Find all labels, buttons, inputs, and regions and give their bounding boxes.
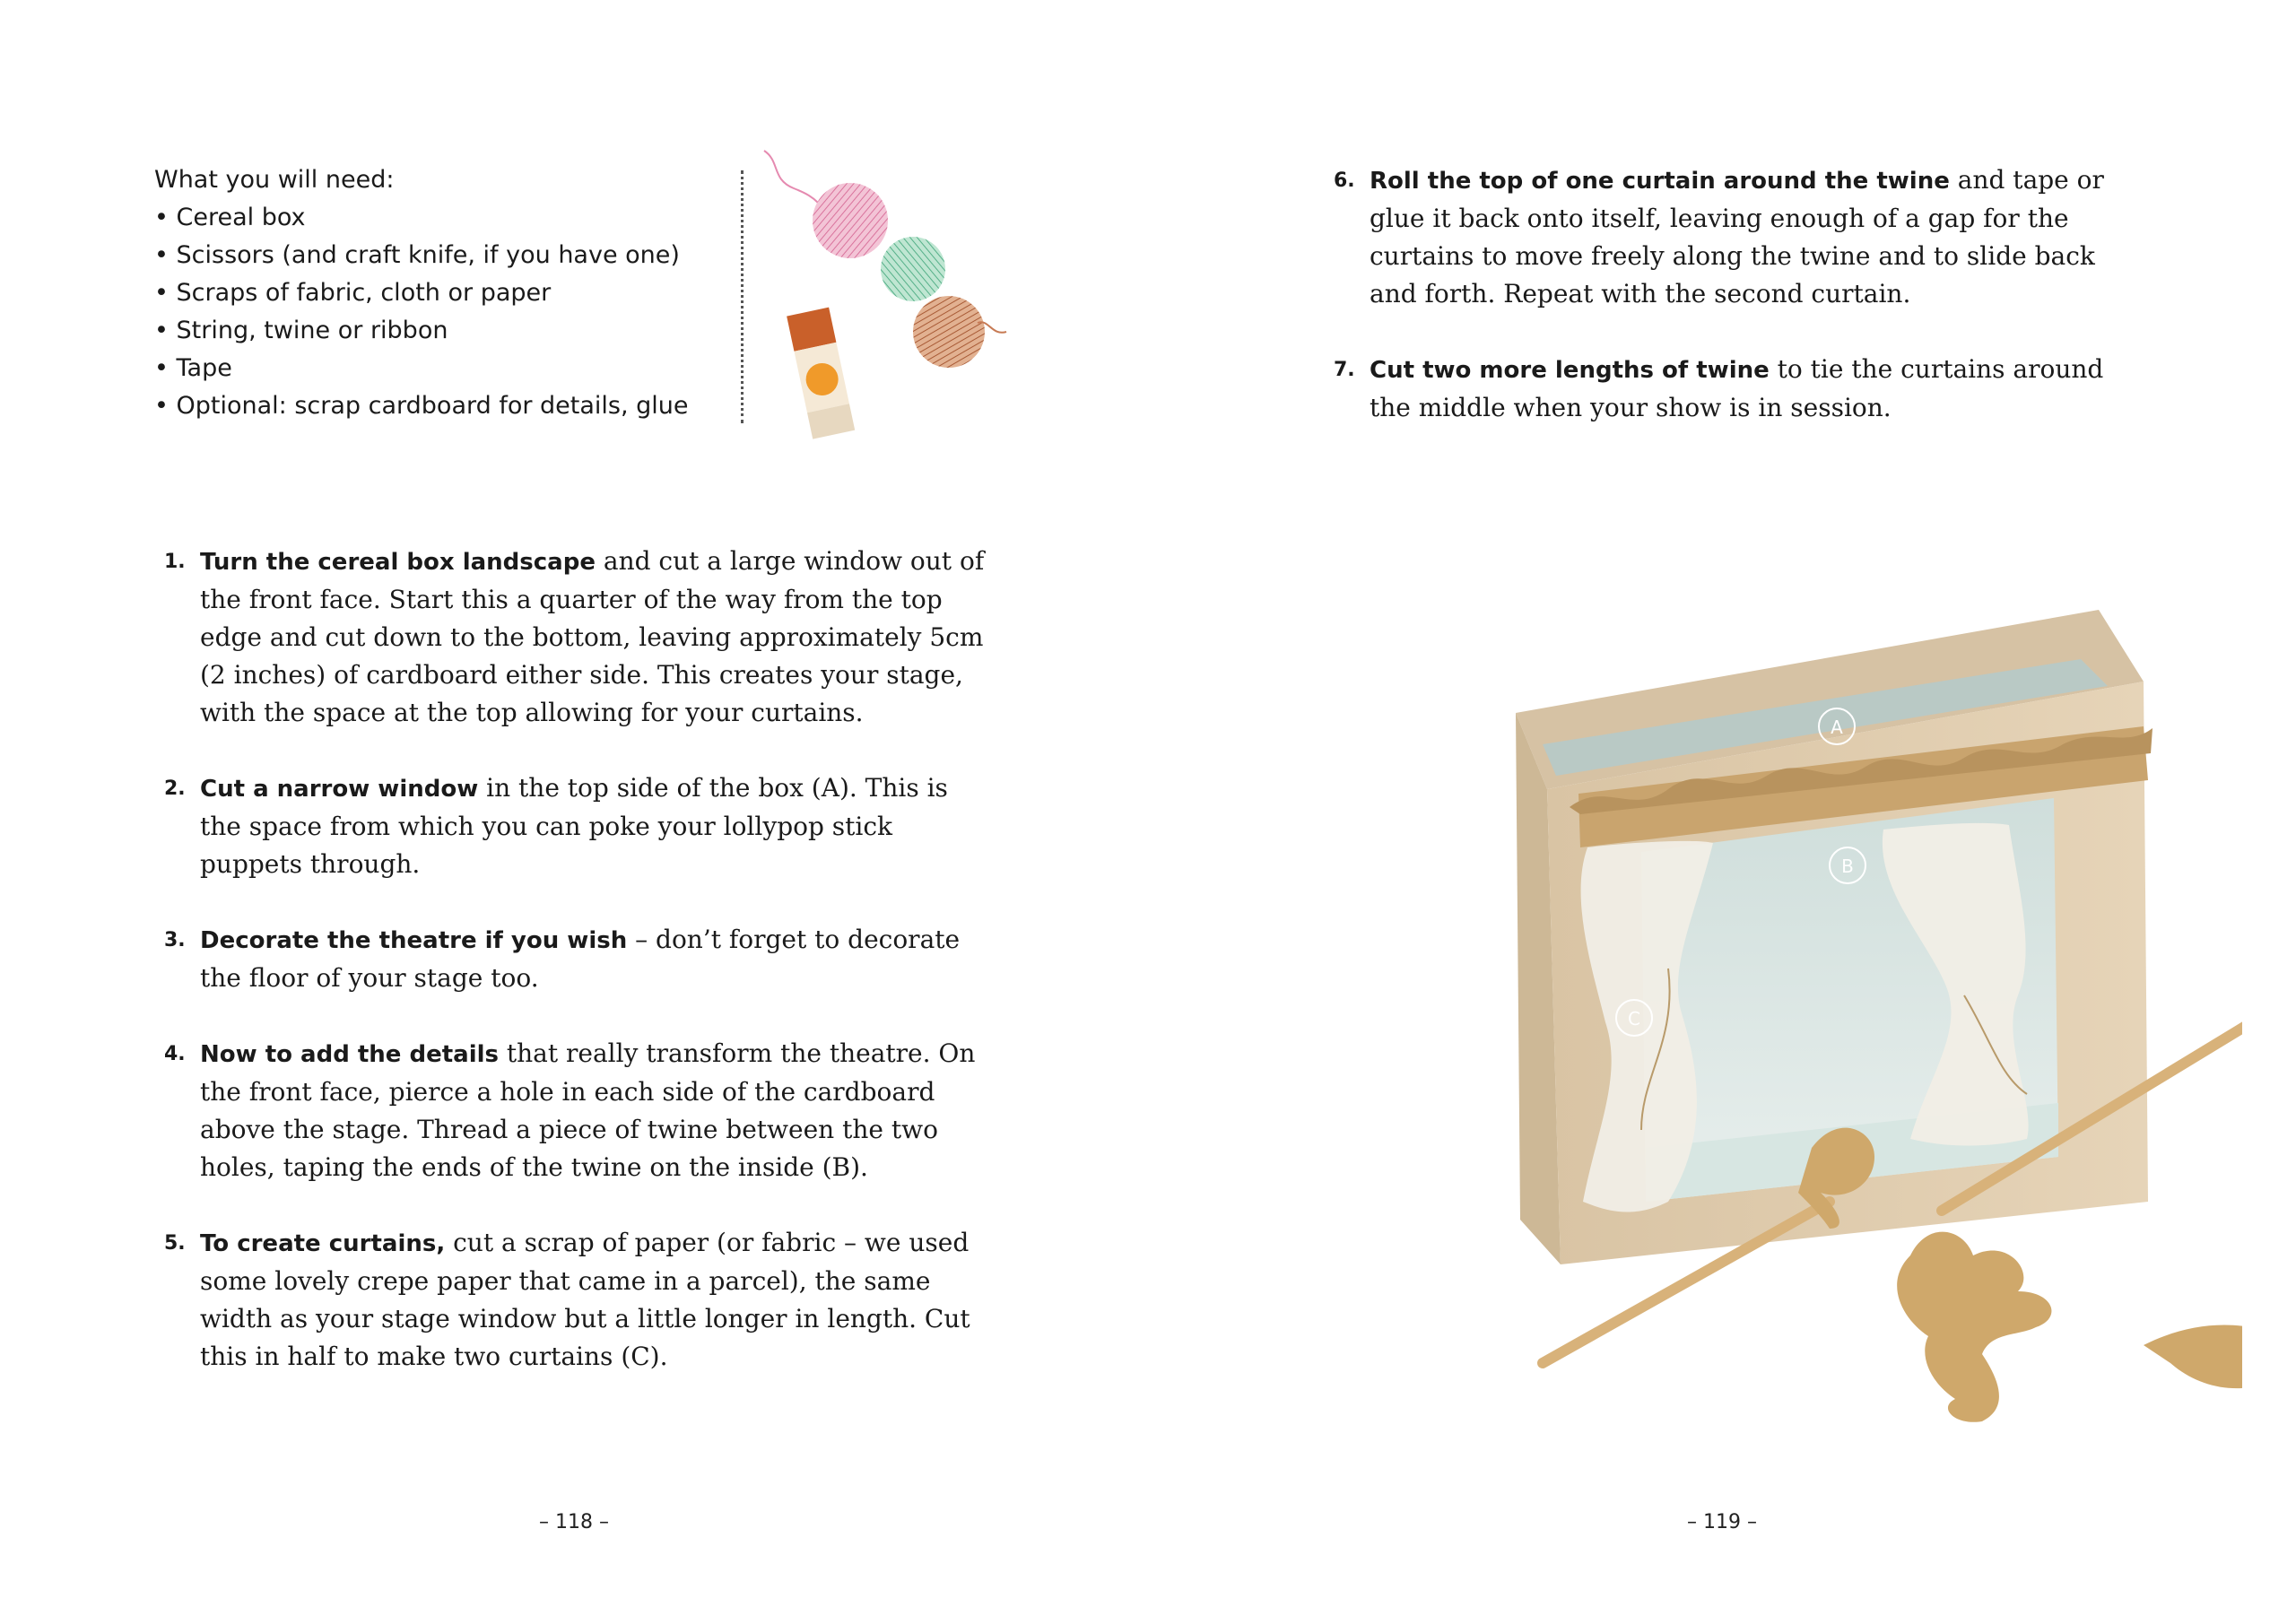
step-number: 1. — [164, 551, 186, 573]
step-lead: To create curtains, — [200, 1230, 446, 1257]
step-4 — [154, 1035, 988, 1186]
svg-text:C: C — [1628, 1008, 1640, 1029]
step-1 — [154, 543, 988, 732]
step-7 — [1324, 351, 2104, 427]
step-lead: Cut a narrow window — [200, 776, 479, 803]
right-page — [1148, 0, 2296, 1607]
page-number: – 118 – — [539, 1511, 609, 1533]
step-2 — [154, 769, 988, 883]
step-lead: Decorate the theatre if you wish — [200, 927, 628, 954]
step-lead: Turn the cereal box landscape — [200, 549, 596, 576]
step-6 — [1324, 161, 2104, 313]
step-text: to tie the curtains around the middle when your show is in session. — [1370, 354, 2104, 422]
step-text: cut a scrap of paper (or fabric – we used some lovely crepe paper that came in a parcel), the same width as your stage window but a little longer in length. Cut this in half to make two curtains (C). — [200, 1228, 970, 1371]
glue-stick-icon — [787, 308, 855, 439]
page-number: – 119 – — [1687, 1511, 1757, 1533]
svg-text:A: A — [1831, 717, 1843, 738]
step-number: 3. — [164, 929, 186, 951]
step-lead: Roll the top of one curtain around the twine — [1370, 168, 1950, 195]
yarn-ball-pink-icon — [764, 151, 888, 258]
steps-list-right — [1324, 161, 2104, 465]
materials-item: • Scraps of fabric, cloth or paper — [154, 274, 728, 312]
step-text: that really transform the theatre. On the front face, pierce a hole in each side of the cardboard above the stage. Thread a piece of twine between the two holes, taping the ends of the twine on the inside (B). — [200, 1038, 976, 1182]
step-number: 7. — [1334, 359, 1355, 381]
materials-item: • Scissors (and craft knife, if you have one) — [154, 237, 728, 274]
yarn-ball-brown-icon — [913, 296, 1006, 368]
step-5 — [154, 1224, 988, 1376]
yarn-ball-green-icon — [881, 237, 945, 301]
materials-item: • Optional: scrap cardboard for details, glue — [154, 387, 728, 425]
svg-text:B: B — [1841, 856, 1854, 877]
step-3 — [154, 921, 988, 997]
materials-item: • Cereal box — [154, 199, 728, 237]
step-number: 6. — [1334, 169, 1355, 192]
step-lead: Cut two more lengths of twine — [1370, 357, 1770, 384]
step-text: and tape or glue it back onto itself, leaving enough of a gap for the curtains to move freely along the twine and to slide back and forth. Repeat with the second curtain. — [1370, 165, 2104, 308]
materials-heading: What you will need: — [154, 166, 395, 194]
materials-item: • Tape — [154, 350, 728, 387]
dotted-divider — [741, 170, 744, 423]
materials-list — [154, 161, 728, 425]
step-lead: Now to add the details — [200, 1041, 499, 1068]
puppet-theatre-photo — [1247, 574, 2242, 1453]
steps-list-left — [154, 543, 988, 1413]
step-number: 4. — [164, 1043, 186, 1065]
craft-supplies-illustration — [753, 143, 1022, 448]
step-text: – don’t forget to decorate the floor of your stage too. — [200, 925, 961, 993]
step-text: in the top side of the box (A). This is the space from which you can poke your lollypop stick puppets through. — [200, 773, 948, 879]
step-number: 5. — [164, 1232, 186, 1255]
materials-item: • String, twine or ribbon — [154, 312, 728, 350]
step-number: 2. — [164, 777, 186, 800]
step-text: and cut a large window out of the front face. Start this a quarter of the way from the top edge and cut down to the bottom, leaving approximately 5cm (2 inches) of cardboard either side. This creates your stage, with the space at the top allowing for your curtains. — [200, 546, 985, 727]
